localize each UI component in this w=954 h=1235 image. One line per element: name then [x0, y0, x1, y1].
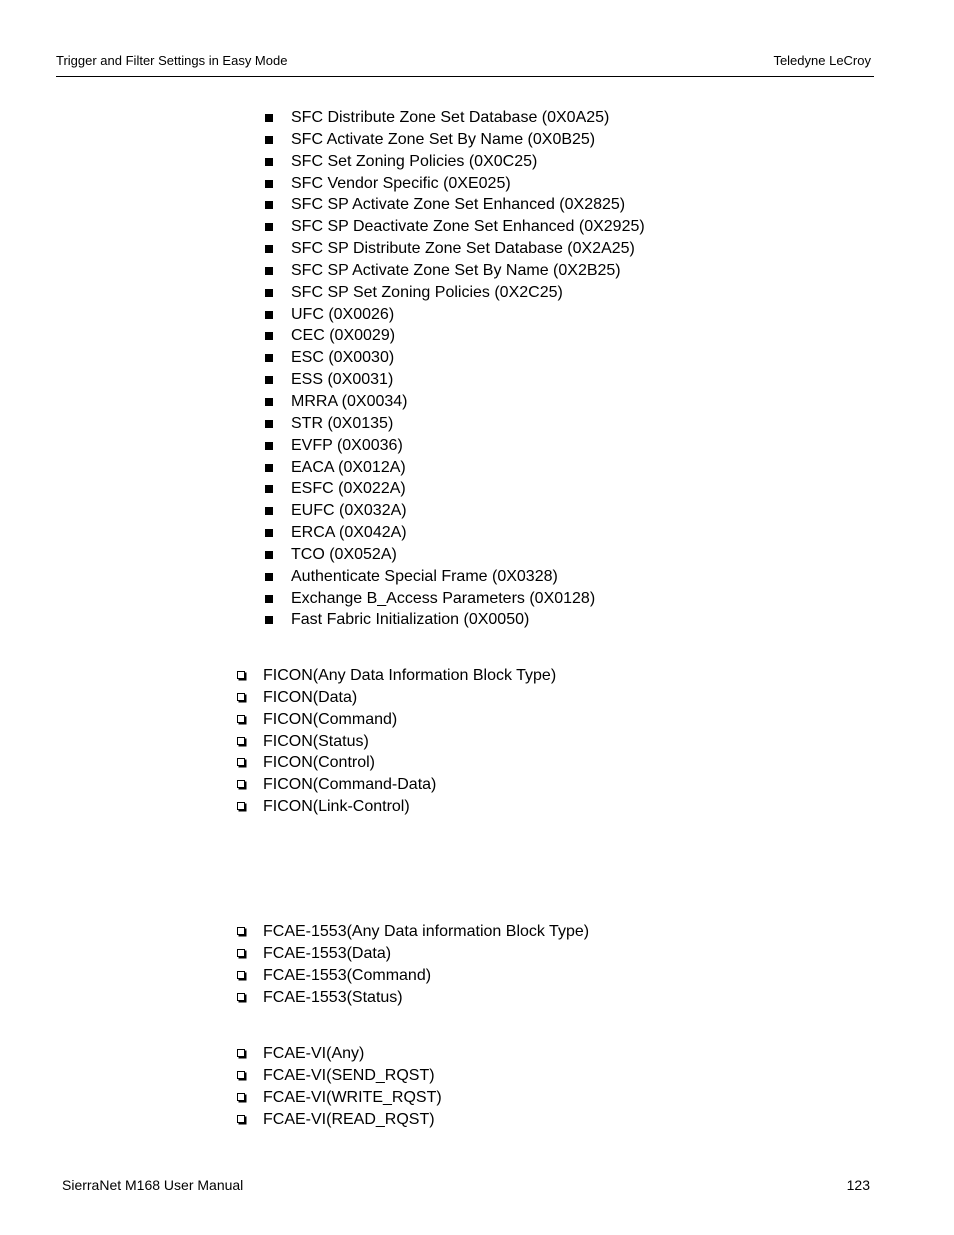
ficon-list-item	[237, 731, 556, 753]
page-number: 123	[846, 1177, 870, 1193]
square-bullet-icon	[265, 551, 273, 559]
sfc-list-item	[265, 435, 645, 457]
square-bullet-icon	[265, 289, 273, 297]
square-bullet-icon	[265, 223, 273, 231]
ficon-list-item	[237, 665, 556, 687]
sfc-list-item	[265, 107, 645, 129]
fcae-vi-list-item	[237, 1043, 442, 1065]
sfc-list-item	[265, 304, 645, 326]
sfc-list-item-label: SFC SP Distribute Zone Set Database (0X2A25)	[291, 240, 635, 258]
sfc-list-item-label: SFC Distribute Zone Set Database (0X0A25)	[291, 109, 610, 126]
sfc-list-item	[265, 566, 645, 588]
fcae-vi-list-item	[237, 1087, 442, 1109]
checkbox-bullet-icon	[237, 671, 245, 679]
square-bullet-icon	[265, 442, 273, 450]
footer-manual-title: SierraNet M168 User Manual	[62, 1177, 244, 1193]
sfc-list-item	[265, 457, 645, 479]
square-bullet-icon	[265, 573, 273, 581]
sfc-list-item-label: ERCA (0X042A)	[291, 524, 407, 542]
header-section-title: Trigger and Filter Settings in Easy Mode	[56, 53, 288, 68]
sfc-list-item-label: SFC Set Zoning Policies (0X0C25)	[291, 152, 538, 170]
checkbox-bullet-icon	[237, 715, 245, 723]
fcae-vi-list-item	[237, 1065, 442, 1087]
sfc-list-item-label: ESFC (0X022A)	[291, 480, 406, 498]
checkbox-bullet-icon	[237, 971, 245, 979]
square-bullet-icon	[265, 136, 273, 144]
sfc-list-item	[265, 544, 645, 566]
square-bullet-icon	[265, 332, 273, 340]
checkbox-bullet-icon	[237, 1071, 245, 1079]
sfc-list-item	[265, 325, 645, 347]
sfc-list-item-label: UFC (0X0026)	[291, 305, 395, 323]
page-header	[56, 52, 874, 77]
checkbox-bullet-icon	[237, 1115, 245, 1123]
sfc-list-item-label: Fast Fabric Initialization (0X0050)	[291, 611, 530, 629]
sfc-list-item-label: MRRA (0X0034)	[291, 392, 408, 410]
fcae-vi-list-item-label: FCAE-VI(READ_RQST)	[263, 1110, 435, 1128]
square-bullet-icon	[265, 354, 273, 362]
checkbox-bullet-icon	[237, 737, 245, 745]
sfc-list-item-label: ESS (0X0031)	[291, 371, 394, 389]
square-bullet-icon	[265, 507, 273, 515]
sfc-list-item-label: Authenticate Special Frame (0X0328)	[291, 567, 558, 585]
square-bullet-icon	[265, 464, 273, 472]
sfc-list-item	[265, 216, 645, 238]
sfc-list-item	[265, 478, 645, 500]
ficon-list-item	[237, 796, 556, 818]
sfc-list-item	[265, 391, 645, 413]
ficon-list-item	[237, 752, 556, 774]
fcae-vi-list-item-label: FCAE-VI(Any)	[263, 1045, 365, 1062]
square-bullet-icon	[265, 201, 273, 209]
ficon-list-item-label: FICON(Control)	[263, 754, 376, 772]
sfc-list-item	[265, 369, 645, 391]
square-bullet-icon	[265, 180, 273, 188]
checkbox-bullet-icon	[237, 780, 245, 788]
fcae-1553-list-item	[237, 987, 589, 1009]
checkbox-bullet-icon	[237, 993, 245, 1001]
square-bullet-icon	[265, 485, 273, 493]
fcae-vi-list-item-label: FCAE-VI(SEND_RQST)	[263, 1066, 435, 1084]
ficon-list-item	[237, 774, 556, 796]
sfc-list-item-label: SFC SP Activate Zone Set By Name (0X2B25)	[291, 261, 621, 279]
sfc-list-item-label: EACA (0X012A)	[291, 458, 406, 476]
sfc-list-item-label: TCO (0X052A)	[291, 545, 397, 563]
sfc-list-item-label: SFC Activate Zone Set By Name (0X0B25)	[291, 130, 596, 148]
sfc-list-item	[265, 413, 645, 435]
checkbox-bullet-icon	[237, 949, 245, 957]
ficon-list-item	[237, 687, 556, 709]
checkbox-bullet-icon	[237, 693, 245, 701]
fcae-1553-list-item-label: FCAE-1553(Status)	[263, 988, 403, 1006]
sfc-list-item	[265, 173, 645, 195]
fcae-1553-list-item-label: FCAE-1553(Data)	[263, 944, 392, 962]
square-bullet-icon	[265, 529, 273, 537]
sfc-list-item	[265, 238, 645, 260]
sfc-list-item-label: SFC Vendor Specific (0XE025)	[291, 174, 511, 192]
fcae-1553-list-item-label: FCAE-1553(Command)	[263, 966, 432, 984]
header-company-name: Teledyne LeCroy	[773, 53, 871, 68]
ficon-checkbox-list	[237, 665, 556, 818]
ficon-list-item	[237, 709, 556, 731]
sfc-list-item-label: ESC (0X0030)	[291, 349, 395, 367]
sfc-list-item-label: SFC SP Set Zoning Policies (0X2C25)	[291, 283, 563, 301]
fcae-1553-list-item	[237, 943, 589, 965]
sfc-list-item-label: SFC SP Activate Zone Set Enhanced (0X2825)	[291, 196, 626, 214]
square-bullet-icon	[265, 376, 273, 384]
ficon-list-item-label: FICON(Status)	[263, 732, 369, 750]
sfc-list-item-label: CEC (0X0029)	[291, 327, 396, 345]
checkbox-bullet-icon	[237, 1049, 245, 1057]
fcae-1553-list-item	[237, 921, 589, 943]
sfc-list-item-label: STR (0X0135)	[291, 414, 394, 432]
square-bullet-icon	[265, 420, 273, 428]
ficon-list-item-label: FICON(Command-Data)	[263, 776, 437, 794]
sfc-list-item	[265, 347, 645, 369]
square-bullet-icon	[265, 158, 273, 166]
square-bullet-icon	[265, 311, 273, 319]
sfc-list-item-label: EVFP (0X0036)	[291, 436, 403, 454]
fcae-vi-checkbox-list	[237, 1043, 442, 1130]
fcae-1553-list-item	[237, 965, 589, 987]
ficon-list-item-label: FICON(Any Data Information Block Type)	[263, 667, 557, 684]
checkbox-bullet-icon	[237, 758, 245, 766]
fcae-1553-checkbox-list	[237, 921, 589, 1008]
ficon-list-item-label: FICON(Data)	[263, 688, 358, 706]
fcae-vi-list-item	[237, 1109, 442, 1131]
sfc-list-item	[265, 151, 645, 173]
sfc-list-item-label: EUFC (0X032A)	[291, 502, 407, 520]
sfc-list-item-label: Exchange B_Access Parameters (0X0128)	[291, 589, 596, 607]
ficon-list-item-label: FICON(Command)	[263, 710, 398, 728]
sfc-list-item-label: SFC SP Deactivate Zone Set Enhanced (0X2925)	[291, 218, 645, 236]
sfc-list-item	[265, 500, 645, 522]
sfc-list-item	[265, 588, 645, 610]
square-bullet-icon	[265, 398, 273, 406]
checkbox-bullet-icon	[237, 927, 245, 935]
sfc-list-item	[265, 129, 645, 151]
ficon-list-item-label: FICON(Link-Control)	[263, 798, 410, 816]
fcae-1553-list-item-label: FCAE-1553(Any Data information Block Type)	[263, 923, 590, 940]
square-bullet-icon	[265, 267, 273, 275]
sfc-list-item	[265, 282, 645, 304]
sfc-list-item	[265, 609, 645, 631]
square-bullet-icon	[265, 595, 273, 603]
sfc-list-item	[265, 260, 645, 282]
sfc-list-item	[265, 522, 645, 544]
square-bullet-icon	[265, 114, 273, 122]
square-bullet-icon	[265, 245, 273, 253]
sfc-list-item	[265, 194, 645, 216]
checkbox-bullet-icon	[237, 1093, 245, 1101]
square-bullet-icon	[265, 616, 273, 624]
checkbox-bullet-icon	[237, 802, 245, 810]
sfc-command-list	[265, 107, 645, 631]
fcae-vi-list-item-label: FCAE-VI(WRITE_RQST)	[263, 1088, 442, 1106]
